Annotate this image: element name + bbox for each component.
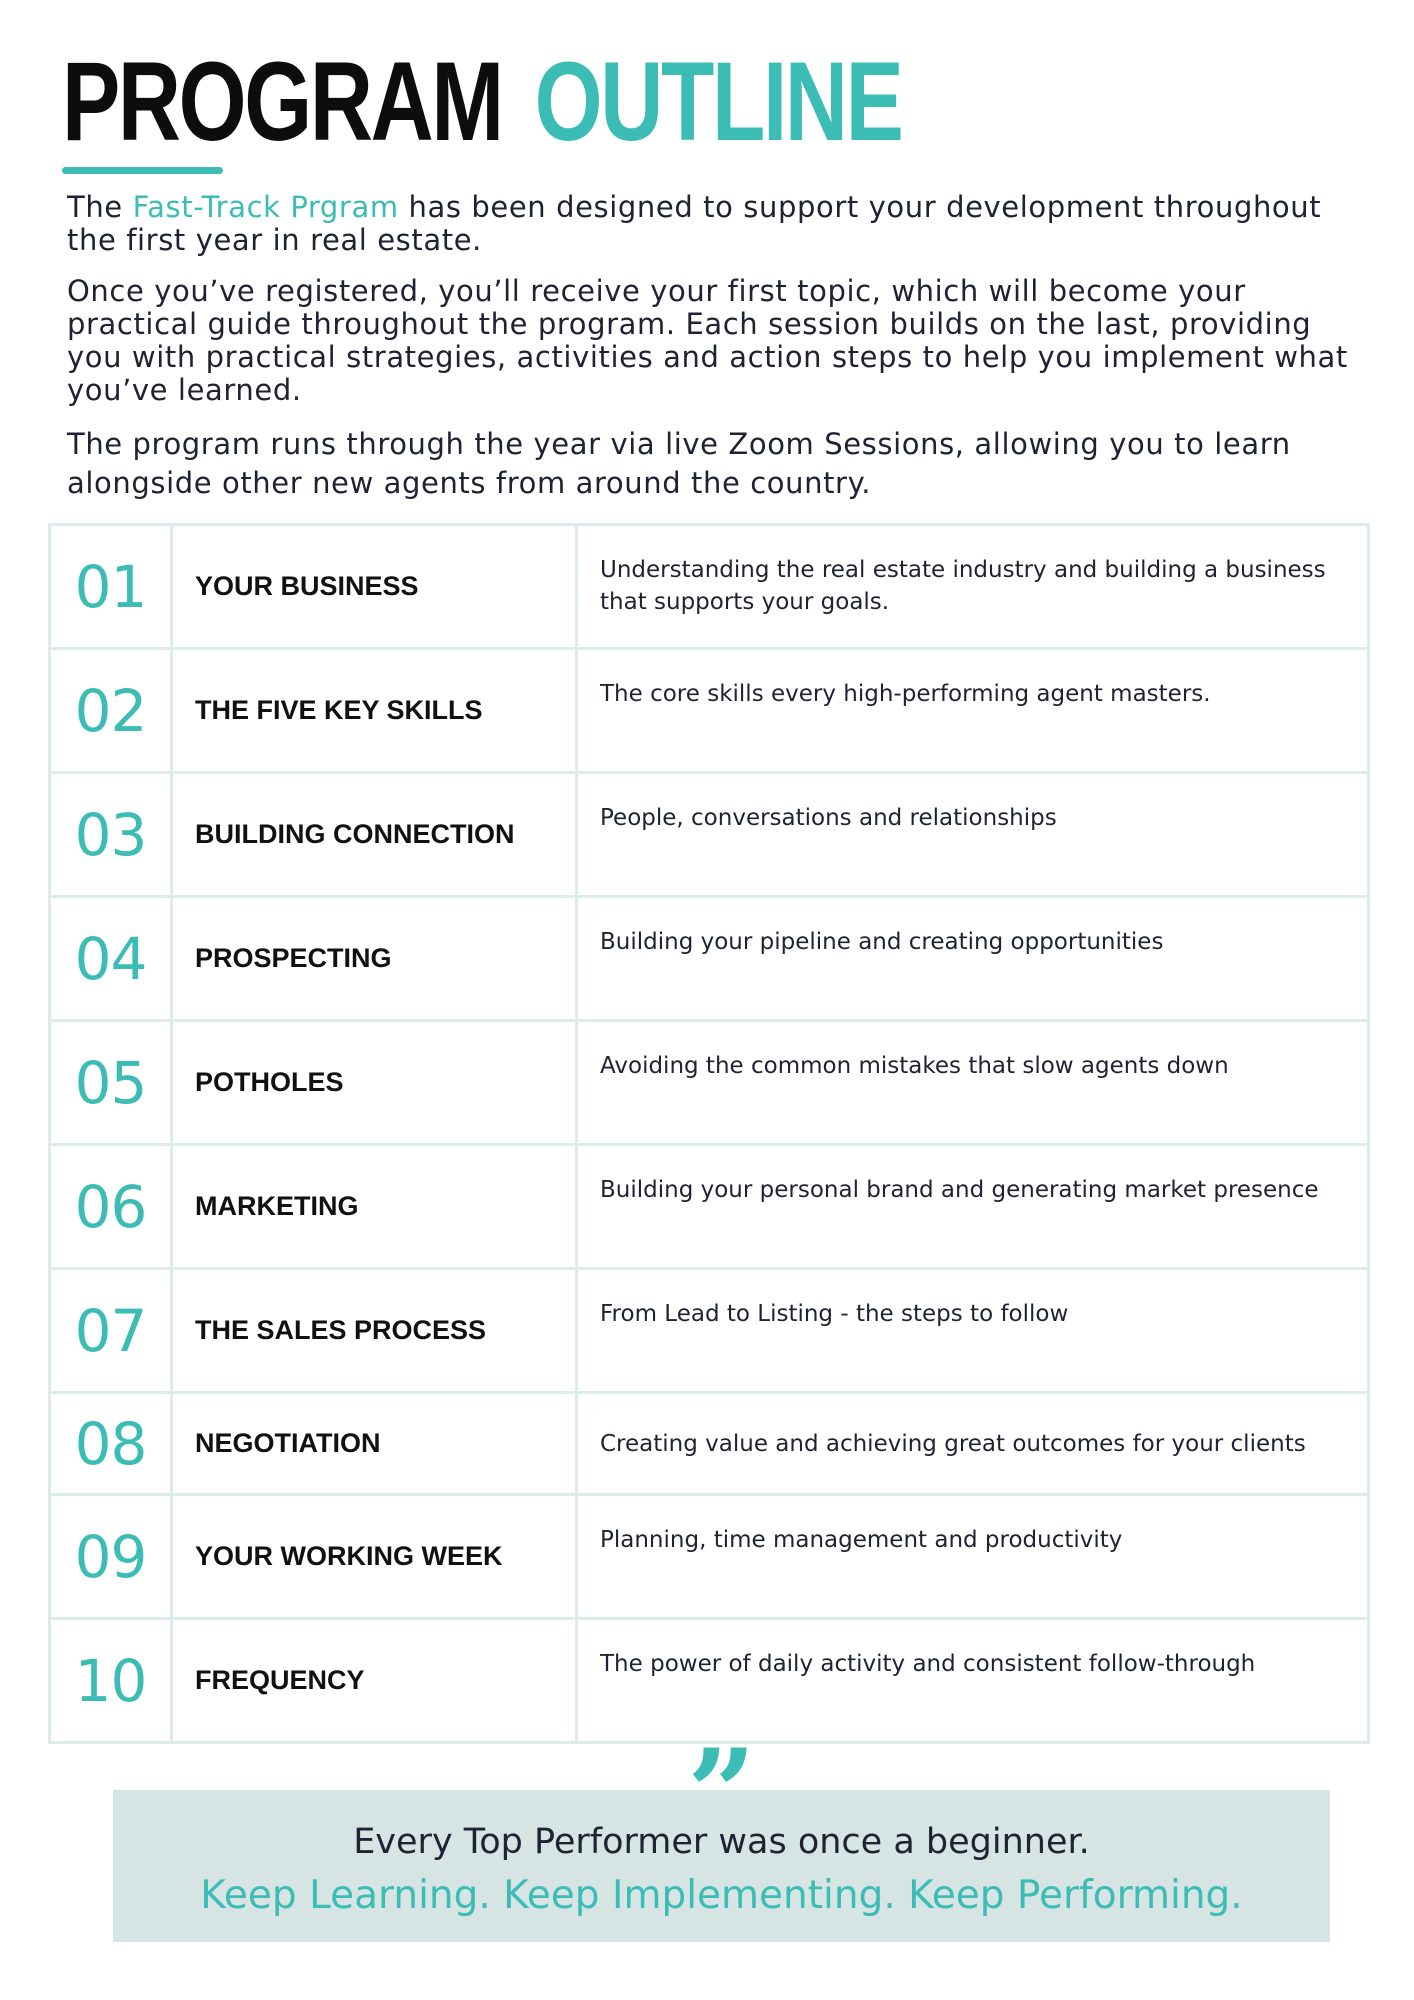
intro-p1-before: The — [67, 190, 133, 224]
session-number: 08 — [51, 1394, 173, 1493]
title-word-program: PROGRAM — [62, 39, 502, 164]
session-description: Building your personal brand and generating market presence — [600, 1177, 1319, 1203]
session-description: From Lead to Listing - the steps to follow — [600, 1301, 1069, 1327]
session-topic: THE FIVE KEY SKILLS — [173, 650, 578, 771]
quote-line-1: Every Top Performer was once a beginner. — [353, 1822, 1090, 1862]
session-description: Planning, time management and productivity — [600, 1527, 1123, 1553]
session-topic: NEGOTIATION — [173, 1394, 578, 1493]
session-description: The power of daily activity and consistent follow-through — [600, 1651, 1256, 1677]
session-number: 05 — [51, 1022, 173, 1143]
quote-line-2: Keep Learning. Keep Implementing. Keep Performing. — [200, 1873, 1243, 1918]
session-number: 04 — [51, 898, 173, 1019]
program-outline-table — [48, 523, 1370, 1744]
session-number: 02 — [51, 650, 173, 771]
quote-mark-icon: ” — [686, 1723, 757, 1864]
session-topic: YOUR WORKING WEEK — [173, 1496, 578, 1617]
session-number: 01 — [51, 526, 173, 647]
outline-row-04 — [51, 895, 1367, 1019]
outline-row-08 — [51, 1391, 1367, 1493]
outline-row-07 — [51, 1267, 1367, 1391]
program-name-highlight: Fast-Track Prgram — [132, 190, 399, 224]
session-description: Avoiding the common mistakes that slow agents down — [600, 1053, 1229, 1079]
session-description: The core skills every high-performing agent masters. — [600, 681, 1211, 707]
session-topic: PROSPECTING — [173, 898, 578, 1019]
session-description: People, conversations and relationships — [600, 805, 1057, 831]
outline-row-02 — [51, 647, 1367, 771]
session-topic: THE SALES PROCESS — [173, 1270, 578, 1391]
intro-paragraph-3: The program runs through the year via live Zoom Sessions, allowing you to learn alongside other new agents from around the country. — [67, 427, 1291, 500]
session-topic: MARKETING — [173, 1146, 578, 1267]
quote-box — [113, 1723, 1330, 1942]
outline-row-01 — [51, 526, 1367, 647]
session-number: 06 — [51, 1146, 173, 1267]
session-topic: BUILDING CONNECTION — [173, 774, 578, 895]
session-description: Understanding the real estate industry and building a business that supports your goals. — [600, 557, 1326, 615]
intro-paragraph-2: Once you’ve registered, you’ll receive your first topic, which will become your practical guide throughout the program. Each session builds on the last, providing you with practical strategies, activities and action steps to help you implement what you’ve learned. — [67, 274, 1348, 407]
intro-p1-after: has been designed to support your development throughout the first year in real estate. — [67, 190, 1322, 257]
intro-text — [67, 191, 1367, 503]
session-topic: YOUR BUSINESS — [173, 526, 578, 647]
session-description: Building your pipeline and creating opportunities — [600, 929, 1164, 955]
session-number: 09 — [51, 1496, 173, 1617]
intro-paragraph-1 — [67, 191, 1367, 257]
session-number: 07 — [51, 1270, 173, 1391]
session-number: 10 — [51, 1620, 173, 1741]
title-word-outline: OUTLINE — [534, 39, 902, 164]
session-number: 03 — [51, 774, 173, 895]
outline-row-03 — [51, 771, 1367, 895]
session-description: Creating value and achieving great outcomes for your clients — [600, 1430, 1306, 1457]
session-topic: FREQUENCY — [173, 1620, 578, 1741]
outline-row-06 — [51, 1143, 1367, 1267]
outline-row-05 — [51, 1019, 1367, 1143]
session-topic: POTHOLES — [173, 1022, 578, 1143]
title-underline — [62, 167, 223, 174]
page-title — [62, 39, 902, 164]
outline-row-09 — [51, 1493, 1367, 1617]
